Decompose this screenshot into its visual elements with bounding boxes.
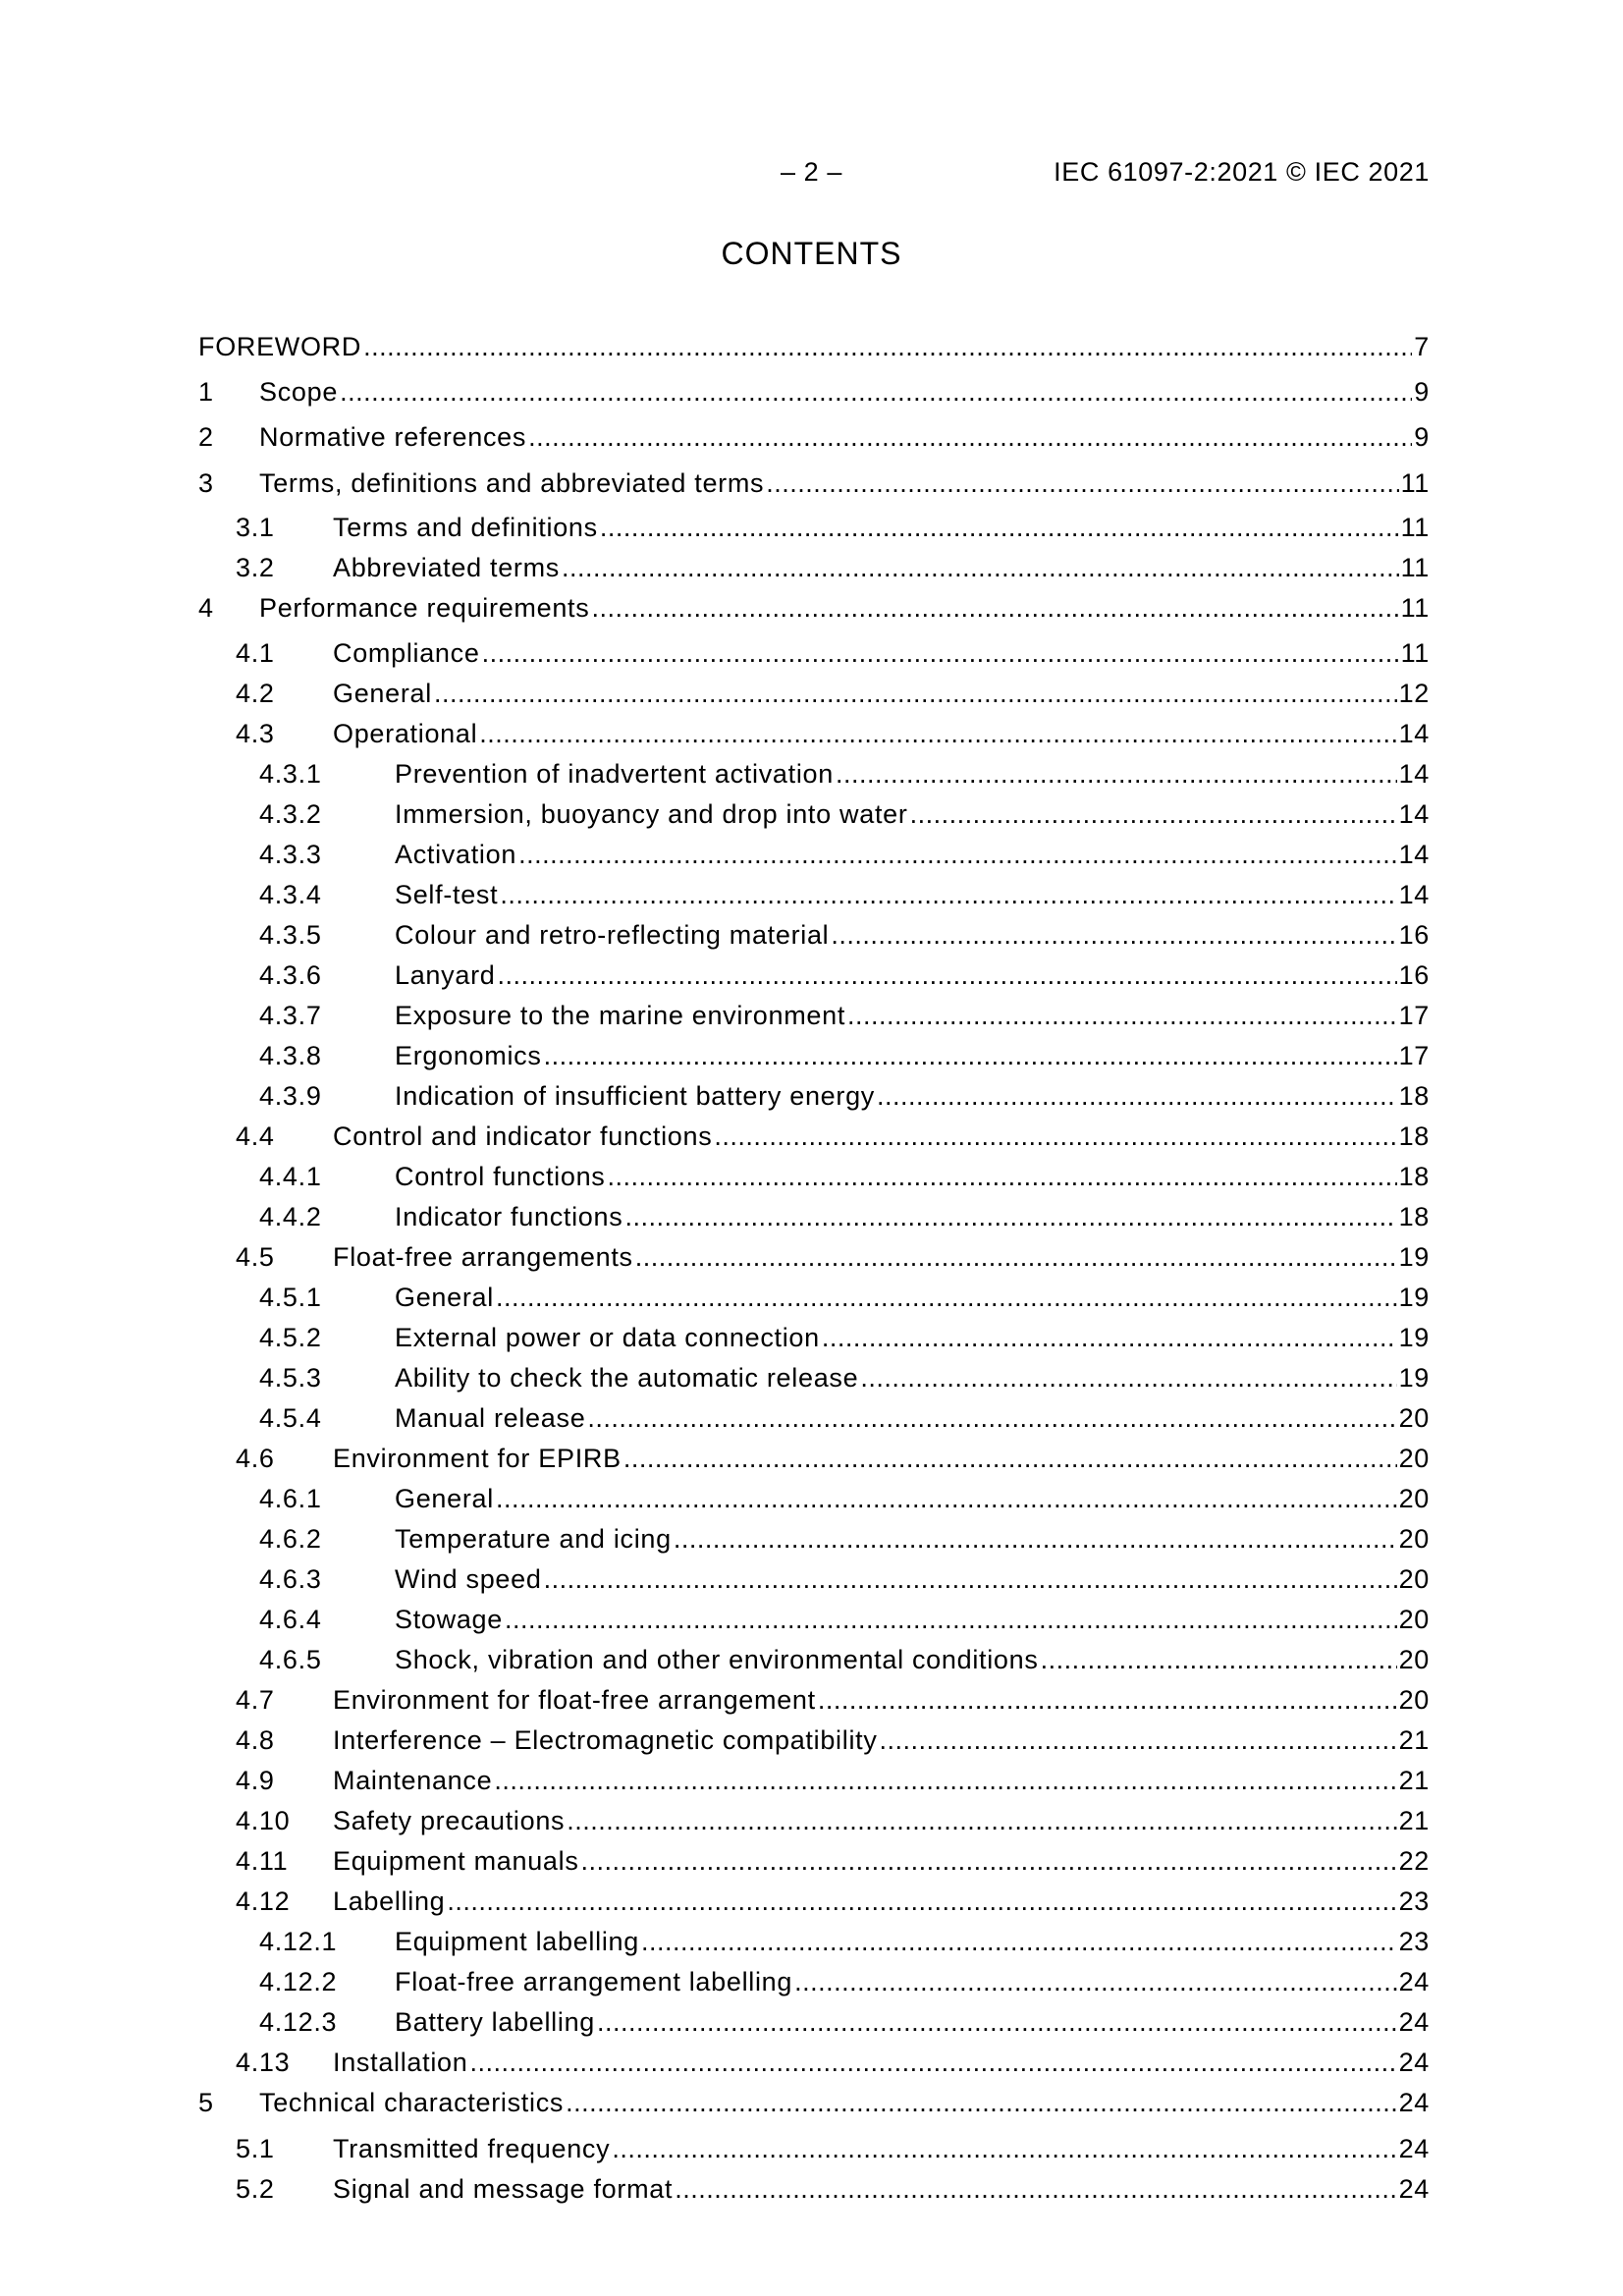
toc-entry bbox=[198, 550, 1430, 585]
toc-entry-label: Scope bbox=[259, 374, 340, 410]
toc-entry-page: 24 bbox=[1398, 2048, 1430, 2077]
toc-entry-page: 22 bbox=[1398, 1846, 1430, 1876]
toc-entry-label: Interference – Electromagnetic compatibility bbox=[333, 1722, 880, 1758]
dot-leader bbox=[624, 1199, 1396, 1234]
dot-leader bbox=[597, 2004, 1397, 2040]
toc-entry-line bbox=[333, 716, 1430, 751]
toc-entry-number: 4.12.2 bbox=[259, 1967, 338, 1996]
dot-leader bbox=[469, 2045, 1396, 2080]
toc-entry-label: Self-test bbox=[395, 877, 500, 912]
toc-entry-label: Stowage bbox=[395, 1602, 505, 1637]
toc-entry-page: 23 bbox=[1398, 1886, 1430, 1916]
toc-entry-line bbox=[259, 2085, 1430, 2120]
toc-entry-line bbox=[333, 676, 1430, 711]
dot-leader bbox=[518, 837, 1397, 872]
toc-entry-page: 21 bbox=[1398, 1725, 1430, 1755]
toc-entry-page: 20 bbox=[1398, 1484, 1430, 1513]
toc-entry-line bbox=[333, 2171, 1430, 2207]
toc-entry-label: Battery labelling bbox=[395, 2004, 597, 2040]
toc-entry-number: 4.3.7 bbox=[259, 1001, 322, 1030]
toc-entry bbox=[198, 465, 1430, 501]
toc-entry bbox=[198, 1481, 1430, 1516]
toc-entry bbox=[198, 1682, 1430, 1718]
dot-leader bbox=[505, 1602, 1397, 1637]
toc-entry-line bbox=[259, 374, 1430, 410]
toc-entry bbox=[198, 1119, 1430, 1154]
dot-leader bbox=[363, 329, 1412, 364]
page-number: – 2 – bbox=[780, 157, 843, 187]
toc-entry-label: Shock, vibration and other environmental conditions bbox=[395, 1642, 1041, 1677]
toc-entry-label: Normative references bbox=[259, 419, 528, 455]
toc-entry bbox=[198, 1602, 1430, 1637]
toc-entry-line bbox=[395, 1078, 1430, 1114]
toc-entry-line bbox=[395, 1199, 1430, 1234]
toc-entry-page: 11 bbox=[1400, 553, 1430, 582]
toc-entry-line bbox=[395, 1038, 1430, 1073]
toc-entry-page: 18 bbox=[1398, 1162, 1430, 1191]
toc-entry-number: 4.5.4 bbox=[259, 1403, 322, 1433]
dot-leader bbox=[674, 1521, 1397, 1557]
toc-entry-label: Exposure to the marine environment bbox=[395, 998, 847, 1033]
dot-leader bbox=[714, 1119, 1396, 1154]
toc-entry-number: 4.13 bbox=[236, 2048, 291, 2077]
toc-entry bbox=[198, 329, 1430, 364]
toc-entry-number: 4.3.3 bbox=[259, 840, 322, 869]
toc-entry-number: 5.1 bbox=[236, 2134, 275, 2163]
toc-entry-label: Environment for float-free arrangement bbox=[333, 1682, 818, 1718]
toc-entry-number: 4.3.9 bbox=[259, 1081, 322, 1111]
toc-entry-number: 4.12.3 bbox=[259, 2007, 338, 2037]
dot-leader bbox=[831, 917, 1396, 953]
toc-entry bbox=[198, 1884, 1430, 1919]
toc-entry-page: 19 bbox=[1398, 1363, 1430, 1393]
toc-entry-number: 4.3.1 bbox=[259, 759, 322, 789]
toc-entry-page: 20 bbox=[1398, 1564, 1430, 1594]
toc-entry-line bbox=[395, 1159, 1430, 1194]
toc-entry-line bbox=[333, 1763, 1430, 1798]
toc-entry-number: 4.5 bbox=[236, 1242, 275, 1272]
toc-entry-label: Transmitted frequency bbox=[333, 2131, 612, 2166]
toc-entry-line bbox=[259, 590, 1430, 626]
dot-leader bbox=[500, 877, 1396, 912]
toc-entry-page: 16 bbox=[1398, 960, 1430, 990]
toc-entry-page: 14 bbox=[1398, 880, 1430, 909]
toc-entry bbox=[198, 1280, 1430, 1315]
dot-leader bbox=[877, 1078, 1397, 1114]
toc-entry-label: Performance requirements bbox=[259, 590, 591, 626]
toc-entry-number: 4.1 bbox=[236, 638, 275, 668]
dot-leader bbox=[587, 1400, 1396, 1436]
dot-leader bbox=[434, 676, 1397, 711]
toc-entry-page: 20 bbox=[1398, 1444, 1430, 1473]
toc-entry-page: 21 bbox=[1398, 1766, 1430, 1795]
dot-leader bbox=[494, 1763, 1396, 1798]
toc-entry-line bbox=[395, 1481, 1430, 1516]
toc-entry-number: 4.3.5 bbox=[259, 920, 322, 950]
toc-entry bbox=[198, 1843, 1430, 1879]
dot-leader bbox=[591, 590, 1398, 626]
toc-entry-line bbox=[395, 837, 1430, 872]
toc-entry-page: 24 bbox=[1398, 2174, 1430, 2204]
toc-entry-page: 20 bbox=[1398, 1403, 1430, 1433]
toc-entry bbox=[198, 1038, 1430, 1073]
toc-entry bbox=[198, 374, 1430, 410]
toc-entry-line bbox=[395, 1602, 1430, 1637]
toc-entry-label: Wind speed bbox=[395, 1561, 544, 1597]
toc-entry bbox=[198, 1199, 1430, 1234]
toc-entry-page: 21 bbox=[1398, 1806, 1430, 1835]
dot-leader bbox=[528, 419, 1412, 455]
toc-entry-label: Safety precautions bbox=[333, 1803, 567, 1838]
dot-leader bbox=[496, 1280, 1397, 1315]
dot-leader bbox=[818, 1682, 1397, 1718]
toc-entry-page: 11 bbox=[1400, 468, 1430, 498]
toc-entry bbox=[198, 590, 1430, 626]
toc-entry-line bbox=[333, 510, 1430, 545]
toc-entry bbox=[198, 419, 1430, 455]
toc-entry-page: 20 bbox=[1398, 1605, 1430, 1634]
toc-entry-number: 4.3.2 bbox=[259, 799, 322, 829]
dot-leader bbox=[447, 1884, 1396, 1919]
toc-entry-page: 24 bbox=[1398, 1967, 1430, 1996]
dot-leader bbox=[635, 1239, 1397, 1275]
toc-entry-number: 4.9 bbox=[236, 1766, 275, 1795]
dot-leader bbox=[608, 1159, 1397, 1194]
toc-entry-page: 7 bbox=[1414, 332, 1430, 361]
dot-leader bbox=[544, 1038, 1397, 1073]
toc-entry-label: Equipment manuals bbox=[333, 1843, 581, 1879]
toc-entry-number: 4.5.1 bbox=[259, 1283, 322, 1312]
toc-entry-number: 4.5.3 bbox=[259, 1363, 322, 1393]
toc-entry-line bbox=[395, 1924, 1430, 1959]
toc-entry-line bbox=[395, 1521, 1430, 1557]
toc-entry-line bbox=[395, 1320, 1430, 1355]
dot-leader bbox=[562, 550, 1399, 585]
toc-entry bbox=[198, 998, 1430, 1033]
toc-entry-line bbox=[333, 2131, 1430, 2166]
dot-leader bbox=[340, 374, 1412, 410]
toc-entry bbox=[198, 2085, 1430, 2120]
toc-entry-number: 4.6.3 bbox=[259, 1564, 322, 1594]
toc-entry bbox=[198, 2131, 1430, 2166]
toc-entry-label: Terms and definitions bbox=[333, 510, 600, 545]
toc-entry bbox=[198, 1078, 1430, 1114]
toc-entry bbox=[198, 877, 1430, 912]
toc-entry bbox=[198, 510, 1430, 545]
toc-entry bbox=[198, 1441, 1430, 1476]
toc-entry-number: 4.8 bbox=[236, 1725, 275, 1755]
toc-entry-page: 14 bbox=[1398, 799, 1430, 829]
toc-entry-line bbox=[395, 1400, 1430, 1436]
toc-entry-label: Prevention of inadvertent activation bbox=[395, 756, 836, 792]
toc-entry-number: 3 bbox=[198, 468, 214, 498]
toc-entry-number: 4.11 bbox=[236, 1846, 289, 1876]
toc-entry bbox=[198, 837, 1430, 872]
toc-entry-label: Abbreviated terms bbox=[333, 550, 562, 585]
toc-entry-number: 4.3.8 bbox=[259, 1041, 322, 1070]
toc-entry-label: Lanyard bbox=[395, 957, 497, 993]
toc-entry-page: 20 bbox=[1398, 1645, 1430, 1674]
toc-entry-label: Temperature and icing bbox=[395, 1521, 674, 1557]
dot-leader bbox=[600, 510, 1399, 545]
toc-entry-number: 4.3.4 bbox=[259, 880, 322, 909]
dot-leader bbox=[836, 756, 1397, 792]
toc-entry-page: 23 bbox=[1398, 1927, 1430, 1956]
toc-entry-line bbox=[259, 465, 1430, 501]
toc-entry-number: 1 bbox=[198, 377, 214, 407]
toc-entry-label: General bbox=[395, 1481, 496, 1516]
toc-entry-label: Manual release bbox=[395, 1400, 587, 1436]
toc-entry-number: 4.2 bbox=[236, 679, 275, 708]
toc-title: CONTENTS bbox=[721, 236, 902, 271]
toc-entry-line bbox=[333, 1803, 1430, 1838]
toc-entry bbox=[198, 796, 1430, 832]
toc-entry bbox=[198, 756, 1430, 792]
toc-entry bbox=[198, 2045, 1430, 2080]
dot-leader bbox=[567, 1803, 1396, 1838]
document-reference: IEC 61097-2:2021 © IEC 2021 bbox=[1054, 157, 1430, 187]
toc-entry bbox=[198, 1722, 1430, 1758]
toc-entry-line bbox=[333, 1119, 1430, 1154]
toc-entry-line bbox=[333, 1239, 1430, 1275]
toc-entry-page: 16 bbox=[1398, 920, 1430, 950]
toc-entry-number: 4.6.4 bbox=[259, 1605, 322, 1634]
dot-leader bbox=[860, 1360, 1396, 1395]
toc-entry-number: 4.12 bbox=[236, 1886, 291, 1916]
toc-entry-number: 4.3 bbox=[236, 719, 275, 748]
toc-entry-label: Float-free arrangements bbox=[333, 1239, 635, 1275]
toc-entry bbox=[198, 1159, 1430, 1194]
toc-entry-page: 19 bbox=[1398, 1323, 1430, 1352]
toc-entry-page: 20 bbox=[1398, 1685, 1430, 1715]
toc-entry-line bbox=[333, 550, 1430, 585]
toc-entry-page: 14 bbox=[1398, 840, 1430, 869]
dot-leader bbox=[766, 465, 1398, 501]
dot-leader bbox=[566, 2085, 1396, 2120]
toc-entry-number: 4.10 bbox=[236, 1806, 291, 1835]
toc-entry bbox=[198, 676, 1430, 711]
toc-entry-line bbox=[395, 1964, 1430, 1999]
toc-entry-number: 4.7 bbox=[236, 1685, 275, 1715]
toc-entry-label: Environment for EPIRB bbox=[333, 1441, 623, 1476]
toc-entry bbox=[198, 1360, 1430, 1395]
toc-entry-line bbox=[395, 1642, 1430, 1677]
toc-entry-number: 4.4.2 bbox=[259, 1202, 322, 1231]
toc-entry-label: Signal and message format bbox=[333, 2171, 675, 2207]
dot-leader bbox=[1041, 1642, 1397, 1677]
dot-leader bbox=[675, 2171, 1396, 2207]
toc-entry-label: Operational bbox=[333, 716, 479, 751]
toc-entry-number: 3.1 bbox=[236, 513, 275, 542]
toc-entry-line bbox=[395, 877, 1430, 912]
toc-entry bbox=[198, 1924, 1430, 1959]
toc-entry-number: 4 bbox=[198, 593, 214, 623]
toc-entry-number: 2 bbox=[198, 422, 214, 452]
toc-entry-number: 4.12.1 bbox=[259, 1927, 338, 1956]
toc-entry-line bbox=[333, 1722, 1430, 1758]
dot-leader bbox=[623, 1441, 1397, 1476]
toc-entry-number: 4.6.1 bbox=[259, 1484, 322, 1513]
toc-entry bbox=[198, 1763, 1430, 1798]
toc-entry bbox=[198, 1964, 1430, 1999]
toc-entry bbox=[198, 1561, 1430, 1597]
dot-leader bbox=[910, 796, 1397, 832]
toc-entry-number: 5.2 bbox=[236, 2174, 275, 2204]
toc-entry bbox=[198, 1642, 1430, 1677]
toc-entry-number: 4.3.6 bbox=[259, 960, 322, 990]
toc-entry-label: Compliance bbox=[333, 635, 482, 671]
dot-leader bbox=[482, 635, 1399, 671]
toc-entry-line bbox=[333, 635, 1430, 671]
toc-entry-label: Ergonomics bbox=[395, 1038, 544, 1073]
toc-entry-line bbox=[395, 796, 1430, 832]
toc-entry-label: Immersion, buoyancy and drop into water bbox=[395, 796, 910, 832]
toc-entry-page: 11 bbox=[1400, 513, 1430, 542]
toc-entry-line bbox=[395, 2004, 1430, 2040]
toc-entry-label: General bbox=[333, 676, 434, 711]
toc-entry-label: Activation bbox=[395, 837, 518, 872]
toc-entry-label: Installation bbox=[333, 2045, 469, 2080]
toc-entry-label: External power or data connection bbox=[395, 1320, 822, 1355]
toc-entry bbox=[198, 917, 1430, 953]
toc-entry-line bbox=[333, 1441, 1430, 1476]
toc-entry-number: 4.6.5 bbox=[259, 1645, 322, 1674]
dot-leader bbox=[479, 716, 1396, 751]
toc-entry-line bbox=[395, 1360, 1430, 1395]
toc-entry-line bbox=[395, 998, 1430, 1033]
toc-entry-label: Equipment labelling bbox=[395, 1924, 641, 1959]
toc-entry-label: Terms, definitions and abbreviated terms bbox=[259, 465, 766, 501]
toc-entry bbox=[198, 1320, 1430, 1355]
toc-entry-label: Float-free arrangement labelling bbox=[395, 1964, 794, 1999]
toc-entry bbox=[198, 1400, 1430, 1436]
toc-entry bbox=[198, 957, 1430, 993]
toc-entry-page: 19 bbox=[1398, 1283, 1430, 1312]
toc-entry-line bbox=[333, 1884, 1430, 1919]
toc-entry-number: 3.2 bbox=[236, 553, 275, 582]
toc-entry-line bbox=[395, 917, 1430, 953]
dot-leader bbox=[794, 1964, 1396, 1999]
dot-leader bbox=[847, 998, 1397, 1033]
toc-entry-line bbox=[259, 419, 1430, 455]
toc-entry-page: 14 bbox=[1398, 719, 1430, 748]
toc-entry-label: General bbox=[395, 1280, 496, 1315]
toc-entry bbox=[198, 1803, 1430, 1838]
dot-leader bbox=[641, 1924, 1397, 1959]
toc-entry bbox=[198, 1521, 1430, 1557]
toc-entry-line bbox=[395, 1561, 1430, 1597]
toc-entry-line bbox=[198, 329, 1430, 364]
toc-entry-label: Indication of insufficient battery energy bbox=[395, 1078, 877, 1114]
toc-entry-page: 24 bbox=[1398, 2088, 1430, 2117]
toc-entry-label: Indicator functions bbox=[395, 1199, 624, 1234]
toc-entry-page: 18 bbox=[1398, 1121, 1430, 1151]
dot-leader bbox=[880, 1722, 1397, 1758]
dot-leader bbox=[822, 1320, 1397, 1355]
toc-entry-line bbox=[395, 1280, 1430, 1315]
toc-entry-line bbox=[395, 957, 1430, 993]
toc-entry-label: FOREWORD bbox=[198, 329, 363, 364]
dot-leader bbox=[581, 1843, 1397, 1879]
toc-entry-line bbox=[333, 1843, 1430, 1879]
toc-entry bbox=[198, 716, 1430, 751]
dot-leader bbox=[496, 1481, 1397, 1516]
toc-entry-page: 9 bbox=[1414, 377, 1430, 407]
toc-entry-page: 14 bbox=[1398, 759, 1430, 789]
toc-entry-page: 18 bbox=[1398, 1081, 1430, 1111]
toc-entry-label: Colour and retro-reflecting material bbox=[395, 917, 831, 953]
toc-entry-page: 24 bbox=[1398, 2007, 1430, 2037]
toc-entry-number: 4.5.2 bbox=[259, 1323, 322, 1352]
toc-entry-page: 11 bbox=[1400, 593, 1430, 623]
toc-entry-label: Ability to check the automatic release bbox=[395, 1360, 860, 1395]
toc-entry-label: Labelling bbox=[333, 1884, 447, 1919]
toc-entry-page: 9 bbox=[1414, 422, 1430, 452]
toc-entry bbox=[198, 2004, 1430, 2040]
dot-leader bbox=[612, 2131, 1396, 2166]
toc-entry-number: 4.6 bbox=[236, 1444, 275, 1473]
toc-entry-label: Technical characteristics bbox=[259, 2085, 566, 2120]
toc-entry-page: 17 bbox=[1398, 1041, 1430, 1070]
toc-entry-label: Control and indicator functions bbox=[333, 1119, 714, 1154]
toc-entry bbox=[198, 2171, 1430, 2207]
toc-entry-page: 12 bbox=[1398, 679, 1430, 708]
toc-entry-line bbox=[395, 756, 1430, 792]
toc-entry bbox=[198, 1239, 1430, 1275]
toc-entry-page: 11 bbox=[1400, 638, 1430, 668]
toc-entry-page: 17 bbox=[1398, 1001, 1430, 1030]
toc-entry-label: Maintenance bbox=[333, 1763, 494, 1798]
toc-entry-number: 5 bbox=[198, 2088, 214, 2117]
toc-entry bbox=[198, 635, 1430, 671]
dot-leader bbox=[544, 1561, 1397, 1597]
toc-entry-page: 20 bbox=[1398, 1524, 1430, 1554]
dot-leader bbox=[497, 957, 1396, 993]
toc-entry-page: 24 bbox=[1398, 2134, 1430, 2163]
toc-entry-number: 4.4 bbox=[236, 1121, 275, 1151]
toc-entry-number: 4.4.1 bbox=[259, 1162, 322, 1191]
toc-entry-label: Control functions bbox=[395, 1159, 608, 1194]
toc-entry-line bbox=[333, 1682, 1430, 1718]
toc-entry-number: 4.6.2 bbox=[259, 1524, 322, 1554]
toc-entry-page: 18 bbox=[1398, 1202, 1430, 1231]
toc-entry-page: 19 bbox=[1398, 1242, 1430, 1272]
toc-entry-line bbox=[333, 2045, 1430, 2080]
